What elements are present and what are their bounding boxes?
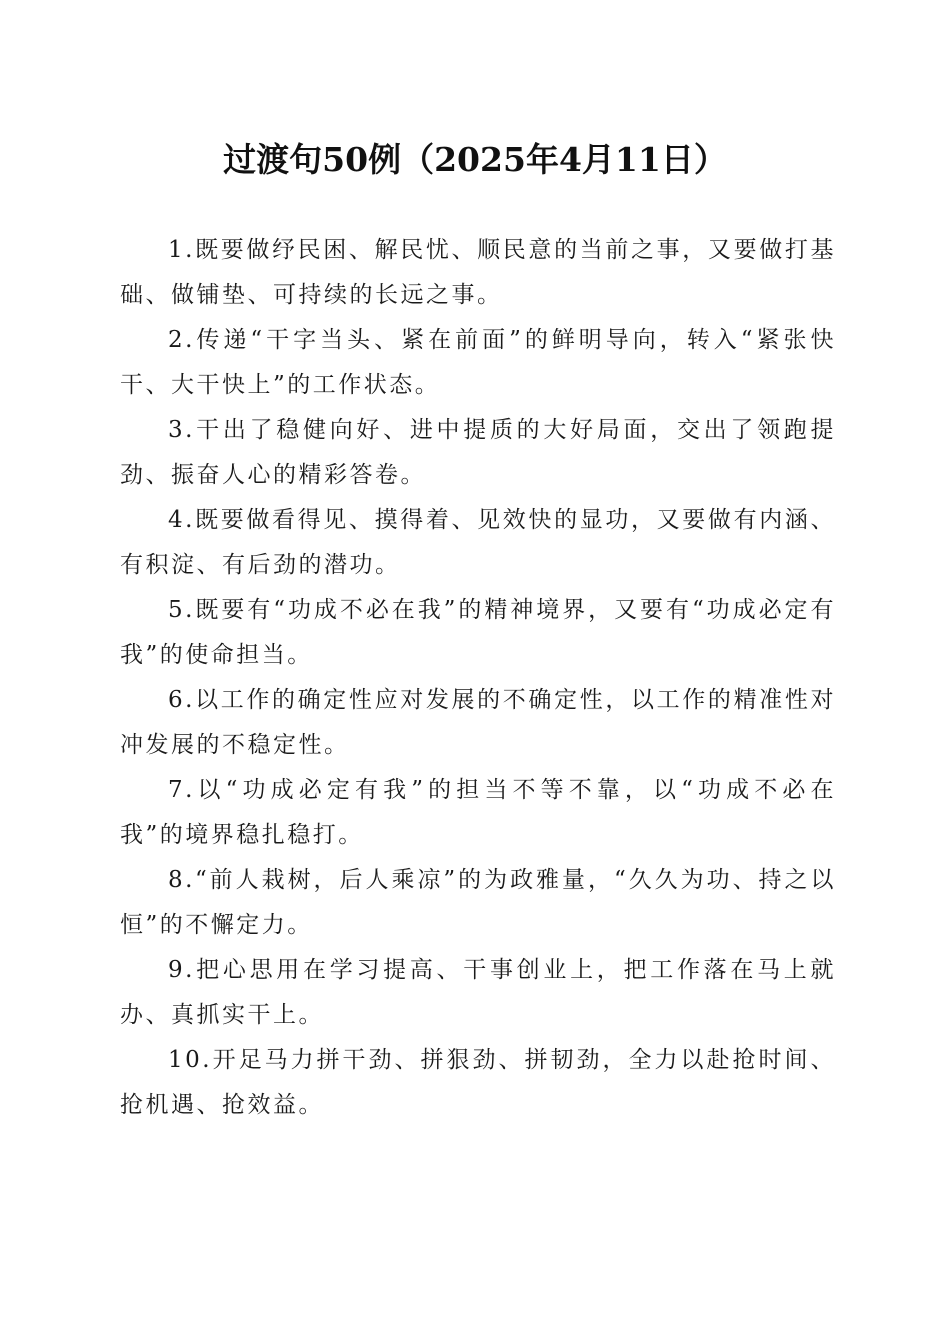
- document-title: 过渡句50例（2025年4月11日）: [223, 140, 727, 179]
- paragraph-8: 8.“前人栽树，后人乘凉”的为政雅量，“久久为功、持之以恒”的不懈定力。: [120, 867, 836, 938]
- paragraph-6: 6.以工作的确定性应对发展的不确定性，以工作的精准性对冲发展的不稳定性。: [120, 687, 836, 758]
- paragraph-1: 1.既要做纾民困、解民忧、顺民意的当前之事，又要做打基础、做铺垫、可持续的长远之事。: [120, 237, 836, 308]
- paragraph-5: 5.既要有“功成不必在我”的精神境界，又要有“功成必定有我”的使命担当。: [120, 597, 836, 668]
- paragraph-9: 9.把心思用在学习提高、干事创业上，把工作落在马上就办、真抓实干上。: [120, 957, 836, 1028]
- document-body: [120, 228, 836, 1128]
- paragraph-4: 4.既要做看得见、摸得着、见效快的显功，又要做有内涵、有积淀、有后劲的潜功。: [120, 507, 836, 578]
- paragraph-2: 2.传递“干字当头、紧在前面”的鲜明导向，转入“紧张快干、大干快上”的工作状态。: [120, 327, 836, 398]
- paragraph-3: 3.干出了稳健向好、进中提质的大好局面，交出了领跑提劲、振奋人心的精彩答卷。: [120, 417, 836, 488]
- paragraph-7: 7.以“功成必定有我”的担当不等不靠，以“功成不必在我”的境界稳扎稳打。: [120, 777, 836, 848]
- paragraph-10: 10.开足马力拼干劲、拼狠劲、拼韧劲，全力以赴抢时间、抢机遇、抢效益。: [120, 1047, 836, 1118]
